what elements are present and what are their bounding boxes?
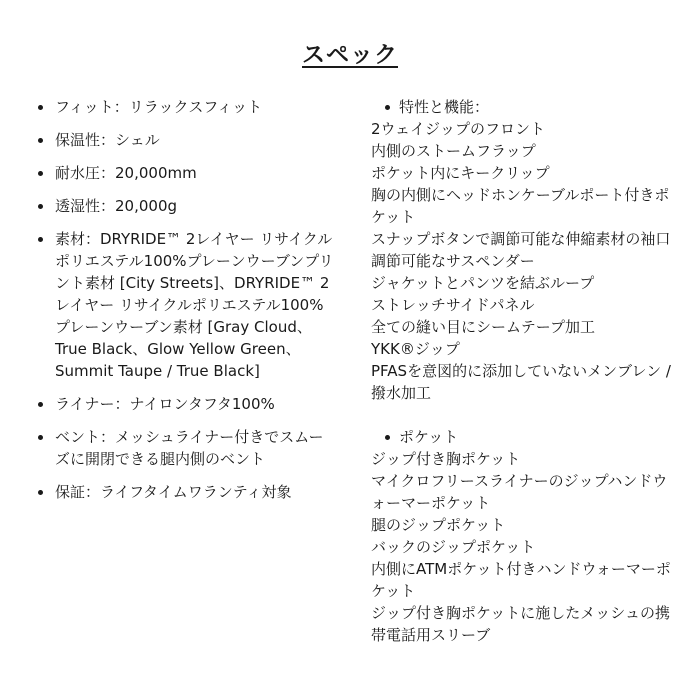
feature-line: YKK®ジップ [371,340,460,358]
feature-line: 2ウェイジップのフロント [371,120,545,138]
spec-item-text: ベント：メッシュライナー付きでスムーズに開閉できる腿内側のベント [55,428,324,468]
feature-line: 胸の内側にヘッドホンケーブルポート付きポケット [371,186,670,226]
spec-item-warranty [36,481,336,503]
bullet-icon [38,490,43,495]
bullet-icon [38,105,43,110]
spec-item-text: 耐水圧：20,000mm [55,164,197,182]
feature-line: スナップボタンで調節可能な伸縮素材の袖口 [371,230,671,248]
spec-list [36,96,336,514]
spec-item-material [36,228,336,382]
bullet-icon [38,402,43,407]
spec-item-insulation [36,129,336,151]
feature-line: ジャケットとパンツを結ぶループ [371,274,595,292]
spec-item-text: 保温性：シェル [55,131,160,149]
spec-item-text: 透湿性：20,000g [55,197,178,215]
bullet-icon [38,138,43,143]
bullet-icon [385,435,390,440]
pocket-line: 内側にATMポケット付きハンドウォーマーポケット [371,560,671,600]
spec-item-text: 保証：ライフタイムワランティ対象 [55,483,292,501]
feature-line: ポケット内にキークリップ [371,164,550,182]
pocket-line: ジップ付き胸ポケットに施したメッシュの携帯電話用スリーブ [371,604,670,644]
feature-line: 調節可能なサスペンダー [371,252,535,270]
spec-item-breathability [36,195,336,217]
section-spacer [371,404,676,426]
bullet-icon [38,204,43,209]
feature-line: 内側のストームフラップ [371,142,536,160]
feature-column [371,96,676,646]
pocket-line: マイクロフリースライナーのジップハンドウォーマーポケット [371,472,668,512]
pocket-line: ジップ付き胸ポケット [371,450,521,468]
feature-line: PFASを意図的に添加していないメンブレン / 撥水加工 [371,362,671,402]
bullet-icon [38,237,43,242]
spec-item-liner [36,393,336,415]
spec-item-text: フィット：リラックスフィット [55,98,263,116]
pocket-line: バックのジップポケット [371,538,536,556]
spec-item-waterproof [36,162,336,184]
bullet-icon [38,171,43,176]
spec-item-text: 素材：DRYRIDE™ 2レイヤー リサイクルポリエステル100%プレーンウーブンプリント素材 [City Streets]、DRYRIDE™ 2レイヤー リサイクルポリエステル100%プレーンウーブン素材 [Gray Cloud、True Black、Glow Yellow Green、Summit Taupe / True Black] [55,230,334,380]
feature-line: ストレッチサイドパネル [371,296,535,314]
features-heading-text: 特性と機能： [399,98,490,116]
spec-item-fit [36,96,336,118]
features-heading [371,96,676,118]
spec-item-text: ライナー：ナイロンタフタ100% [55,395,275,413]
spec-item-vents [36,426,336,470]
pockets-heading [371,426,676,448]
pockets-heading-text: ポケット [399,428,459,446]
feature-line: 全ての縫い目にシームテープ加工 [371,318,595,336]
pocket-line: 腿のジップポケット [371,516,506,534]
bullet-icon [38,435,43,440]
bullet-icon [385,105,390,110]
page-title: スペック [302,42,398,68]
